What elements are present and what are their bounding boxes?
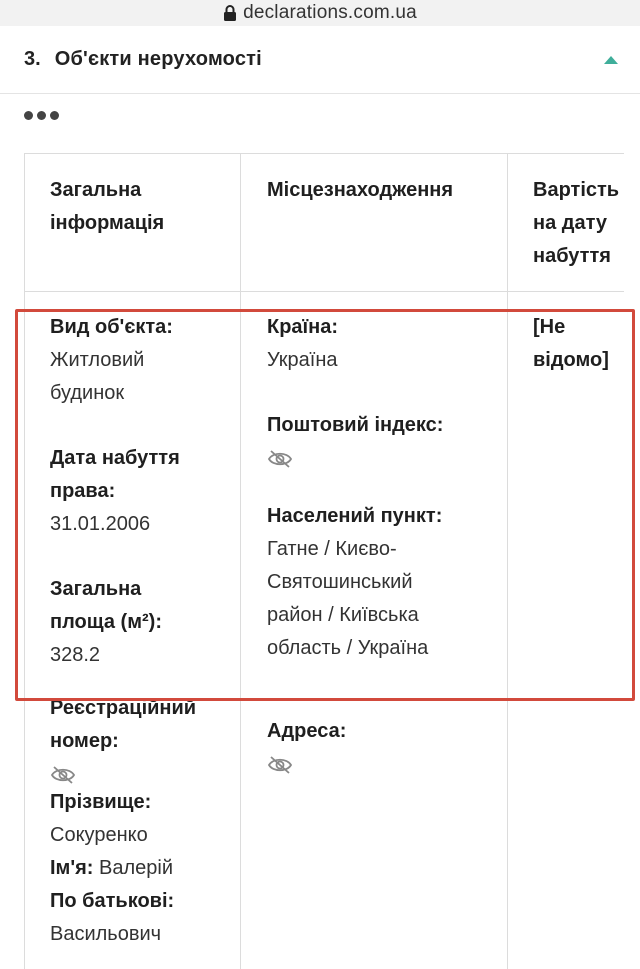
url-text: declarations.com.ua xyxy=(243,2,417,23)
cost-cell xyxy=(533,311,640,377)
acquisition-date-label: права: xyxy=(50,480,116,502)
caret-up-icon[interactable] xyxy=(604,56,618,64)
total-area-value: 328.2 xyxy=(50,644,101,666)
first-name-label: Ім'я: xyxy=(50,857,94,879)
section-header[interactable] xyxy=(0,26,640,94)
dot xyxy=(50,111,59,120)
total-area-label: Загальна xyxy=(50,578,142,600)
table-top-border xyxy=(24,153,624,154)
object-type-label: Вид об'єкта: xyxy=(50,316,173,338)
object-type-value: будинок xyxy=(50,382,125,404)
more-dots-icon[interactable] xyxy=(24,111,59,120)
hidden-eye-icon[interactable] xyxy=(267,754,293,776)
postal-code-label: Поштовий індекс: xyxy=(267,414,444,436)
locality-value: район / Київська xyxy=(267,604,419,626)
surname-label: Прізвище: xyxy=(50,791,152,813)
header-text: набуття xyxy=(533,245,611,267)
column-header-general xyxy=(50,174,164,240)
column-divider xyxy=(507,153,508,969)
hidden-eye-icon[interactable] xyxy=(267,448,293,470)
header-text: Загальна xyxy=(50,179,142,201)
acquisition-date-value: 31.01.2006 xyxy=(50,513,151,535)
registration-number-label: номер: xyxy=(50,730,119,752)
dot xyxy=(24,111,33,120)
header-text: на дату xyxy=(533,212,607,234)
registration-number-label: Реєстраційний xyxy=(50,697,197,719)
acquisition-date-label: Дата набуття xyxy=(50,447,180,469)
table-border xyxy=(24,153,25,969)
address-label: Адреса: xyxy=(267,720,347,742)
section-title: Об'єкти нерухомості xyxy=(54,48,262,70)
locality-value: Святошинський xyxy=(267,571,413,593)
real-estate-table xyxy=(24,153,640,969)
surname-value: Сокуренко xyxy=(50,824,148,846)
general-info-cell xyxy=(50,311,240,951)
country-value: Україна xyxy=(267,349,338,371)
locality-value: Гатне / Києво- xyxy=(267,538,397,560)
patronymic-value: Васильович xyxy=(50,923,162,945)
locality-value: область / Україна xyxy=(267,637,429,659)
first-name-value: Валерій xyxy=(99,857,173,879)
header-text: інформація xyxy=(50,212,165,234)
header-divider xyxy=(24,291,624,292)
lock-icon xyxy=(223,5,237,21)
browser-url-bar[interactable] xyxy=(0,0,640,26)
header-text: Вартість xyxy=(533,179,620,201)
column-divider xyxy=(240,153,241,969)
hidden-eye-icon[interactable] xyxy=(50,764,76,786)
location-cell xyxy=(267,311,502,776)
dot xyxy=(37,111,46,120)
section-number: 3. xyxy=(24,48,41,70)
locality-label: Населений пункт: xyxy=(267,505,443,527)
object-type-value: Житловий xyxy=(50,349,145,371)
header-text: Місцезнаходження xyxy=(267,179,454,201)
column-header-location xyxy=(267,174,453,207)
cost-value: [Не xyxy=(533,316,566,338)
country-label: Країна: xyxy=(267,316,339,338)
total-area-label: площа (м²): xyxy=(50,611,162,633)
patronymic-label: По батькові: xyxy=(50,890,175,912)
cost-value: відомо] xyxy=(533,349,609,371)
column-header-cost xyxy=(533,174,640,273)
